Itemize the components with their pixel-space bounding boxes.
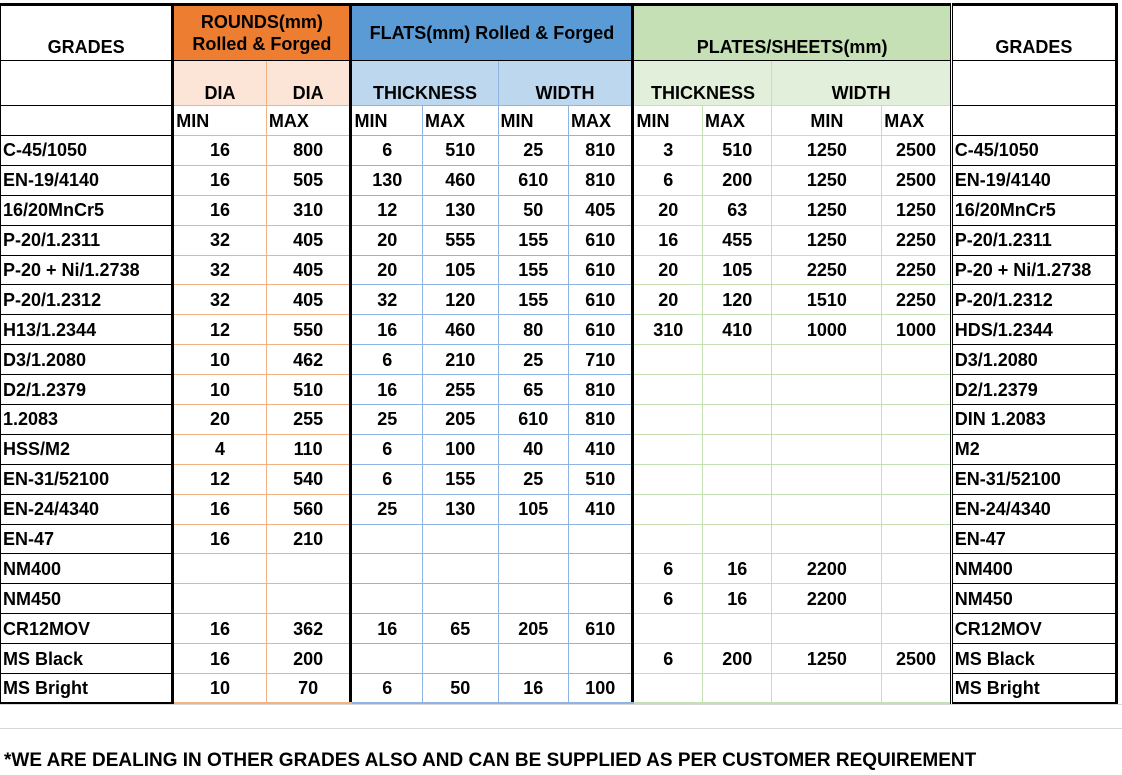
plate-wid-min: [772, 405, 882, 435]
plate-wid-min: 1250: [772, 644, 882, 674]
plate-thk-min: [633, 494, 702, 524]
plate-wid-max: [882, 584, 951, 614]
plate-wid-max: [882, 375, 951, 405]
plate-wid-max: 2250: [882, 255, 951, 285]
round-dia-max: 540: [266, 464, 351, 494]
plate-wid-min: [772, 614, 882, 644]
flat-thk-max: 105: [422, 255, 498, 285]
flat-wid-min: 50: [498, 195, 569, 225]
sheet-gridline: [0, 728, 1122, 729]
plates-thk-min-label: MIN: [633, 106, 702, 136]
flat-thk-min: 12: [351, 195, 423, 225]
flat-wid-max: 610: [569, 255, 633, 285]
round-dia-min: 12: [173, 464, 267, 494]
round-dia-max: 560: [266, 494, 351, 524]
flat-thk-min: 20: [351, 255, 423, 285]
grade-cell: EN-19/4140: [1, 165, 173, 195]
plate-thk-min: 6: [633, 554, 702, 584]
plate-wid-max: [882, 345, 951, 375]
flat-thk-min: 6: [351, 674, 423, 704]
flat-wid-min: 25: [498, 345, 569, 375]
grade-cell: C-45/1050: [1, 136, 173, 166]
flat-wid-max: [569, 524, 633, 554]
plate-thk-max: [702, 494, 771, 524]
plate-wid-min: 1250: [772, 195, 882, 225]
flat-wid-max: 410: [569, 434, 633, 464]
round-dia-max: 70: [266, 674, 351, 704]
plate-thk-max: 200: [702, 165, 771, 195]
round-dia-min: 16: [173, 494, 267, 524]
round-dia-min: 4: [173, 434, 267, 464]
flat-wid-min: 205: [498, 614, 569, 644]
flats-thk-min-label: MIN: [351, 106, 423, 136]
round-dia-min: 32: [173, 285, 267, 315]
flat-wid-min: 610: [498, 405, 569, 435]
flat-thk-max: [422, 644, 498, 674]
plate-wid-min: [772, 674, 882, 704]
plates-thk-max-label: MAX: [702, 106, 771, 136]
plate-thk-max: 455: [702, 225, 771, 255]
plate-wid-min: [772, 524, 882, 554]
plate-wid-max: 2500: [882, 644, 951, 674]
grade-cell-right: D3/1.2080: [951, 345, 1116, 375]
table-row: [1, 255, 1117, 285]
rounds-header: [173, 5, 351, 61]
flat-thk-max: 130: [422, 494, 498, 524]
round-dia-min: 16: [173, 136, 267, 166]
flat-wid-min: [498, 554, 569, 584]
flat-thk-max: 460: [422, 165, 498, 195]
flat-thk-max: [422, 554, 498, 584]
plate-thk-max: [702, 405, 771, 435]
flat-wid-min: 65: [498, 375, 569, 405]
round-dia-max: 800: [266, 136, 351, 166]
plate-wid-min: 2250: [772, 255, 882, 285]
flat-thk-min: 6: [351, 434, 423, 464]
grades-header-left: GRADES: [1, 5, 173, 61]
table-row: [1, 434, 1117, 464]
plate-thk-min: 3: [633, 136, 702, 166]
rounds-min-label: MIN: [173, 106, 267, 136]
flat-thk-max: 255: [422, 375, 498, 405]
grade-cell: CR12MOV: [1, 614, 173, 644]
round-dia-max: 405: [266, 255, 351, 285]
round-dia-max: 405: [266, 285, 351, 315]
flat-wid-min: 155: [498, 225, 569, 255]
round-dia-max: 200: [266, 644, 351, 674]
flat-thk-min: 16: [351, 375, 423, 405]
flat-wid-max: 610: [569, 285, 633, 315]
grades-sub-blank-left: [1, 61, 173, 106]
plate-thk-min: 20: [633, 255, 702, 285]
plate-thk-min: [633, 674, 702, 704]
round-dia-min: 16: [173, 644, 267, 674]
plate-wid-min: [772, 434, 882, 464]
plate-wid-max: 1250: [882, 195, 951, 225]
round-dia-max: 550: [266, 315, 351, 345]
grade-cell: EN-31/52100: [1, 464, 173, 494]
flat-wid-max: 410: [569, 494, 633, 524]
grade-cell-right: 16/20MnCr5: [951, 195, 1116, 225]
rounds-max-label: MAX: [266, 106, 351, 136]
flat-wid-max: 810: [569, 375, 633, 405]
plate-wid-max: [882, 554, 951, 584]
round-dia-min: 16: [173, 524, 267, 554]
grade-cell-right: M2: [951, 434, 1116, 464]
grade-cell-right: EN-31/52100: [951, 464, 1116, 494]
plate-wid-max: [882, 434, 951, 464]
grade-cell: D3/1.2080: [1, 345, 173, 375]
flat-thk-min: 6: [351, 136, 423, 166]
table-row: [1, 285, 1117, 315]
plate-thk-max: 200: [702, 644, 771, 674]
plate-thk-min: [633, 375, 702, 405]
table-row: [1, 165, 1117, 195]
round-dia-max: 510: [266, 375, 351, 405]
flat-thk-min: [351, 644, 423, 674]
flat-wid-min: 16: [498, 674, 569, 704]
flat-thk-max: [422, 584, 498, 614]
table-row: [1, 464, 1117, 494]
flat-thk-min: 6: [351, 464, 423, 494]
plate-wid-min: [772, 494, 882, 524]
flat-thk-min: [351, 524, 423, 554]
round-dia-max: 405: [266, 225, 351, 255]
plate-thk-min: 16: [633, 225, 702, 255]
grade-cell: NM450: [1, 584, 173, 614]
plate-thk-min: 310: [633, 315, 702, 345]
round-dia-min: 10: [173, 375, 267, 405]
grades-minmax-blank-right: [951, 106, 1116, 136]
grade-cell-right: NM400: [951, 554, 1116, 584]
plate-thk-max: [702, 464, 771, 494]
flat-wid-max: 810: [569, 405, 633, 435]
plates-wid-min-label: MIN: [772, 106, 882, 136]
flat-wid-max: 610: [569, 614, 633, 644]
plates-header: PLATES/SHEETS(mm): [633, 5, 951, 61]
grade-cell: 1.2083: [1, 405, 173, 435]
round-dia-min: 16: [173, 614, 267, 644]
flats-thickness-label: THICKNESS: [351, 61, 498, 106]
flat-thk-max: 50: [422, 674, 498, 704]
flats-width-label: WIDTH: [498, 61, 633, 106]
plate-wid-min: 2200: [772, 554, 882, 584]
flat-thk-min: 25: [351, 405, 423, 435]
plate-wid-min: 1250: [772, 136, 882, 166]
flats-wid-min-label: MIN: [498, 106, 569, 136]
table-row: [1, 674, 1117, 704]
flat-thk-max: 460: [422, 315, 498, 345]
plate-wid-min: 1250: [772, 165, 882, 195]
plate-thk-max: [702, 674, 771, 704]
plate-wid-max: [882, 494, 951, 524]
round-dia-min: 16: [173, 195, 267, 225]
rounds-header-line2: Rolled & Forged: [192, 34, 332, 54]
grade-cell-right: EN-19/4140: [951, 165, 1116, 195]
flat-thk-max: 510: [422, 136, 498, 166]
grade-cell-right: MS Bright: [951, 674, 1116, 704]
plate-thk-max: [702, 375, 771, 405]
grade-cell: EN-47: [1, 524, 173, 554]
grade-cell-right: EN-47: [951, 524, 1116, 554]
plate-wid-min: 1000: [772, 315, 882, 345]
flat-thk-max: 210: [422, 345, 498, 375]
table-row: [1, 375, 1117, 405]
plate-wid-max: [882, 464, 951, 494]
flat-wid-max: 610: [569, 225, 633, 255]
grade-cell: NM400: [1, 554, 173, 584]
plate-wid-max: 2500: [882, 136, 951, 166]
flats-header: FLATS(mm) Rolled & Forged: [351, 5, 633, 61]
plate-thk-max: [702, 434, 771, 464]
table-row: [1, 195, 1117, 225]
table-row: [1, 524, 1117, 554]
plate-thk-min: [633, 345, 702, 375]
grade-cell: H13/1.2344: [1, 315, 173, 345]
round-dia-max: 362: [266, 614, 351, 644]
flat-wid-min: [498, 524, 569, 554]
plate-wid-max: 2500: [882, 165, 951, 195]
round-dia-min: 32: [173, 225, 267, 255]
plate-wid-max: 1000: [882, 315, 951, 345]
round-dia-max: 505: [266, 165, 351, 195]
flat-wid-max: [569, 584, 633, 614]
plate-wid-min: [772, 464, 882, 494]
plate-thk-min: [633, 405, 702, 435]
round-dia-min: 16: [173, 165, 267, 195]
plate-thk-min: 6: [633, 165, 702, 195]
round-dia-min: 10: [173, 674, 267, 704]
plate-wid-max: [882, 524, 951, 554]
plate-wid-max: 2250: [882, 225, 951, 255]
plate-thk-min: [633, 614, 702, 644]
flat-thk-min: 6: [351, 345, 423, 375]
round-dia-max: [266, 554, 351, 584]
flat-wid-max: [569, 644, 633, 674]
flat-thk-max: 555: [422, 225, 498, 255]
round-dia-min: 12: [173, 315, 267, 345]
plates-width-label: WIDTH: [772, 61, 951, 106]
flat-wid-max: 710: [569, 345, 633, 375]
flat-thk-max: [422, 524, 498, 554]
plate-thk-min: 20: [633, 195, 702, 225]
table-row: [1, 644, 1117, 674]
flat-wid-min: 25: [498, 136, 569, 166]
flat-wid-min: 610: [498, 165, 569, 195]
plate-thk-max: 16: [702, 584, 771, 614]
plate-wid-max: 2250: [882, 285, 951, 315]
grade-cell: MS Black: [1, 644, 173, 674]
table-row: [1, 136, 1117, 166]
round-dia-min: 20: [173, 405, 267, 435]
round-dia-max: [266, 584, 351, 614]
flat-thk-min: 20: [351, 225, 423, 255]
flat-thk-max: 205: [422, 405, 498, 435]
table-row: [1, 554, 1117, 584]
flat-thk-min: 130: [351, 165, 423, 195]
plate-wid-max: [882, 405, 951, 435]
flat-thk-min: 25: [351, 494, 423, 524]
grade-cell-right: NM450: [951, 584, 1116, 614]
grade-cell: P-20/1.2311: [1, 225, 173, 255]
grade-cell-right: C-45/1050: [951, 136, 1116, 166]
flat-thk-max: 155: [422, 464, 498, 494]
plates-thickness-label: THICKNESS: [633, 61, 772, 106]
plate-wid-min: 1510: [772, 285, 882, 315]
plate-thk-max: 510: [702, 136, 771, 166]
flat-wid-max: 610: [569, 315, 633, 345]
grade-cell: P-20/1.2312: [1, 285, 173, 315]
flat-thk-min: [351, 584, 423, 614]
grades-minmax-blank-left: [1, 106, 173, 136]
flat-wid-min: [498, 584, 569, 614]
plate-thk-max: [702, 614, 771, 644]
plate-wid-min: 2200: [772, 584, 882, 614]
round-dia-max: 462: [266, 345, 351, 375]
rounds-header-line1: ROUNDS(mm): [200, 12, 323, 32]
grade-cell: EN-24/4340: [1, 494, 173, 524]
plate-wid-min: [772, 345, 882, 375]
size-range-table: [0, 3, 1118, 705]
plate-thk-max: [702, 345, 771, 375]
flat-wid-min: 80: [498, 315, 569, 345]
round-dia-min: [173, 554, 267, 584]
plate-thk-max: 410: [702, 315, 771, 345]
flat-thk-min: 32: [351, 285, 423, 315]
grade-cell-right: P-20/1.2312: [951, 285, 1116, 315]
grades-sub-blank-right: [951, 61, 1116, 106]
sheet-gridline: [0, 704, 1122, 705]
round-dia-min: 32: [173, 255, 267, 285]
plate-thk-max: 63: [702, 195, 771, 225]
flat-wid-max: 810: [569, 136, 633, 166]
flat-wid-min: 105: [498, 494, 569, 524]
plate-thk-min: 6: [633, 644, 702, 674]
plate-thk-min: [633, 434, 702, 464]
grade-cell-right: DIN 1.2083: [951, 405, 1116, 435]
grade-cell-right: HDS/1.2344: [951, 315, 1116, 345]
plate-thk-max: [702, 524, 771, 554]
flat-thk-max: 130: [422, 195, 498, 225]
flat-thk-min: 16: [351, 614, 423, 644]
grade-cell: 16/20MnCr5: [1, 195, 173, 225]
flat-wid-min: 25: [498, 464, 569, 494]
grade-cell-right: P-20/1.2311: [951, 225, 1116, 255]
round-dia-min: 10: [173, 345, 267, 375]
flat-thk-max: 65: [422, 614, 498, 644]
plate-thk-max: 120: [702, 285, 771, 315]
plate-wid-min: [772, 375, 882, 405]
plate-thk-max: 105: [702, 255, 771, 285]
table-row: [1, 345, 1117, 375]
flat-wid-max: 405: [569, 195, 633, 225]
flat-wid-max: [569, 554, 633, 584]
round-dia-max: 310: [266, 195, 351, 225]
flat-wid-min: [498, 644, 569, 674]
flat-wid-min: 155: [498, 255, 569, 285]
flat-thk-max: 100: [422, 434, 498, 464]
plates-wid-max-label: MAX: [882, 106, 951, 136]
rounds-dia-max-label: DIA: [266, 61, 351, 106]
plate-wid-min: 1250: [772, 225, 882, 255]
flats-wid-max-label: MAX: [569, 106, 633, 136]
flat-wid-max: 510: [569, 464, 633, 494]
plate-thk-min: 6: [633, 584, 702, 614]
plate-wid-max: [882, 674, 951, 704]
rounds-dia-min-label: DIA: [173, 61, 267, 106]
flat-wid-min: 40: [498, 434, 569, 464]
flat-wid-min: 155: [498, 285, 569, 315]
round-dia-max: 210: [266, 524, 351, 554]
table-row: [1, 225, 1117, 255]
grade-cell: P-20 + Ni/1.2738: [1, 255, 173, 285]
round-dia-max: 255: [266, 405, 351, 435]
round-dia-max: 110: [266, 434, 351, 464]
footnote: *WE ARE DEALING IN OTHER GRADES ALSO AND CAN BE SUPPLIED AS PER CUSTOMER REQUIREMENT: [4, 750, 977, 771]
plate-thk-max: 16: [702, 554, 771, 584]
plate-thk-min: 20: [633, 285, 702, 315]
grade-cell: MS Bright: [1, 674, 173, 704]
flat-thk-max: 120: [422, 285, 498, 315]
flats-thk-max-label: MAX: [422, 106, 498, 136]
grade-cell: HSS/M2: [1, 434, 173, 464]
flat-thk-min: 16: [351, 315, 423, 345]
grades-header-right: GRADES: [951, 5, 1116, 61]
table-row: [1, 315, 1117, 345]
table-row: [1, 584, 1117, 614]
plate-thk-min: [633, 524, 702, 554]
table-row: [1, 494, 1117, 524]
flat-thk-min: [351, 554, 423, 584]
grade-cell-right: EN-24/4340: [951, 494, 1116, 524]
table-row: [1, 405, 1117, 435]
flat-wid-max: 100: [569, 674, 633, 704]
plate-wid-max: [882, 614, 951, 644]
grade-cell-right: P-20 + Ni/1.2738: [951, 255, 1116, 285]
grade-cell: D2/1.2379: [1, 375, 173, 405]
round-dia-min: [173, 584, 267, 614]
table-row: [1, 614, 1117, 644]
plate-thk-min: [633, 464, 702, 494]
grade-cell-right: D2/1.2379: [951, 375, 1116, 405]
grade-cell-right: CR12MOV: [951, 614, 1116, 644]
grade-cell-right: MS Black: [951, 644, 1116, 674]
flat-wid-max: 810: [569, 165, 633, 195]
